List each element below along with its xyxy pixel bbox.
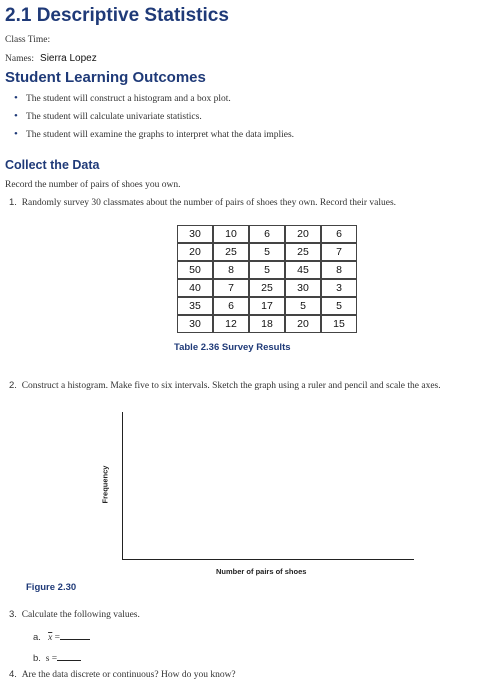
table-cell: 6 [249,225,285,243]
table-row [177,297,357,315]
histogram-x-label: Number of pairs of shoes [216,567,307,576]
histogram-x-axis [122,559,414,560]
equals-sign: = [54,633,61,643]
table-cell: 5 [285,297,321,315]
bullet-icon: • [14,92,18,104]
table-cell: 5 [249,243,285,261]
outcome-text: The student will calculate univariate statistics. [26,112,202,122]
names-value: Sierra Lopez [40,53,97,64]
outcome-item [14,92,294,110]
table-cell: 6 [321,225,357,243]
table-cell: 35 [177,297,213,315]
table-row [177,243,357,261]
table-cell: 8 [213,261,249,279]
table-cell: 30 [177,225,213,243]
table-cell: 25 [249,279,285,297]
names-row [5,53,97,64]
table-row [177,279,357,297]
table-cell: 7 [213,279,249,297]
figure-caption: Figure 2.30 [26,582,77,593]
table-row [177,225,357,243]
survey-table [177,225,357,333]
question-text: Randomly survey 30 classmates about the number of pairs of shoes they own. Record their values. [21,198,397,208]
question-1 [9,197,396,208]
table-cell: 8 [321,261,357,279]
question-text: Calculate the following values. [21,610,140,620]
table-cell: 25 [285,243,321,261]
question-4 [9,669,236,680]
table-row [177,315,357,333]
question-number: 4. [9,669,17,680]
table-cell: 17 [249,297,285,315]
question-number: 2. [9,380,17,391]
collect-instruction: Record the number of pairs of shoes you own. [5,180,181,190]
table-cell: 5 [321,297,357,315]
table-cell: 6 [213,297,249,315]
outcome-text: The student will construct a histogram and a box plot. [26,94,231,104]
table-cell: 25 [213,243,249,261]
table-cell: 45 [285,261,321,279]
question-number: 1. [9,197,17,208]
table-cell: 12 [213,315,249,333]
mean-symbol: $\overline{x}$ [48,633,53,643]
table-cell: 18 [249,315,285,333]
table-cell: 20 [285,315,321,333]
sd-symbol: s [45,654,50,664]
table-cell: 40 [177,279,213,297]
question-text: Construct a histogram. Make five to six intervals. Sketch the graph using a ruler and pencil and scale the axes. [21,381,441,391]
page-title: 2.1 Descriptive Statistics [5,5,229,26]
question-text: Are the data discrete or continuous? How do you know? [21,670,236,680]
question-3b [33,651,81,664]
answer-blank[interactable] [60,630,90,640]
bullet-icon: • [14,110,18,122]
table-cell: 7 [321,243,357,261]
class-time-label: Class Time: [5,35,51,45]
histogram-y-axis [122,412,123,560]
outcome-item [14,110,294,128]
sub-label: b. [33,653,41,664]
outcome-item [14,128,294,146]
table-caption: Table 2.36 Survey Results [174,342,291,353]
outcomes-heading: Student Learning Outcomes [5,69,206,86]
table-cell: 50 [177,261,213,279]
table-cell: 15 [321,315,357,333]
table-cell: 10 [213,225,249,243]
table-cell: 30 [285,279,321,297]
question-2 [9,380,441,391]
histogram-y-label: Frequency [100,465,110,504]
table-cell: 3 [321,279,357,297]
equals-sign: = [51,654,58,664]
bullet-icon: • [14,128,18,140]
question-3a [33,630,90,643]
table-cell: 5 [249,261,285,279]
outcome-text: The student will examine the graphs to interpret what the data implies. [26,130,295,140]
table-cell: 20 [177,243,213,261]
answer-blank[interactable] [57,651,81,661]
table-cell: 20 [285,225,321,243]
question-number: 3. [9,609,17,620]
table-row [177,261,357,279]
outcomes-list [14,92,294,146]
table-cell: 30 [177,315,213,333]
names-label: Names: [5,54,35,64]
sub-label: a. [33,632,41,643]
collect-heading: Collect the Data [5,158,100,172]
question-3 [9,609,140,620]
